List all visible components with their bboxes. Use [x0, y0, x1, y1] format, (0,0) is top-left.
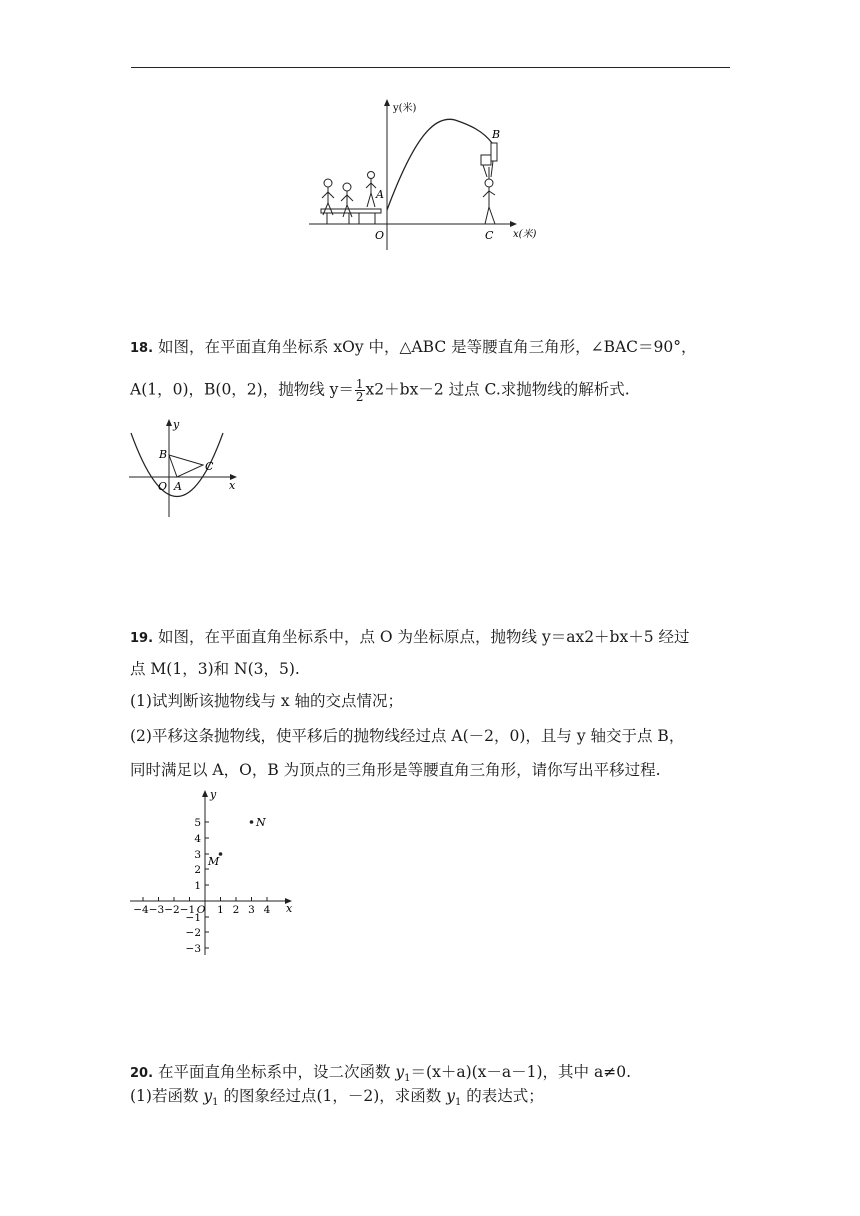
y-tick-label: −3 [185, 943, 201, 955]
label-A: A [376, 188, 384, 201]
q18-fraction [355, 378, 365, 403]
q20-y-2: y [203, 1087, 213, 1105]
q20-line2 [130, 1086, 730, 1113]
x-tick-label: 1 [217, 904, 224, 916]
x-tick-label: −1 [179, 904, 196, 916]
x-tick-label: 2 [232, 904, 240, 916]
trajectory-curve [387, 119, 492, 210]
x-tick-label: −3 [148, 904, 165, 916]
x-tick-label: −4 [133, 904, 149, 916]
x-axis-arrow [510, 221, 517, 227]
q20-y-sub: 1 [404, 1073, 411, 1085]
q18-figure [125, 415, 245, 520]
basket-and-player [481, 143, 497, 224]
person-3 [366, 172, 376, 208]
y-axis-label: y(米) [393, 103, 417, 114]
q20-text-2b: 的图象经过点(1，－2)，求函数 [218, 1087, 447, 1105]
label-A: A [174, 480, 182, 493]
x-axis-label: x(米) [513, 229, 537, 240]
q18-line1 [130, 337, 730, 359]
q19-line4: (2)平移这条抛物线，使平移后的抛物线经过点 A(－2，0)，且与 y 轴交于点 B， [130, 727, 685, 745]
y-axis-arrow [166, 419, 172, 426]
bench [321, 209, 381, 213]
label-M: M [208, 855, 220, 868]
y-axis-arrow [384, 99, 390, 106]
q19-line2: 点 M(1，3)和 N(3，5). [130, 660, 300, 678]
fraction-numerator: 1 [355, 377, 364, 391]
point-N [250, 820, 254, 824]
label-B: B [159, 448, 168, 461]
y-tick-label: −2 [185, 927, 201, 939]
q20-y-sub-2: 1 [212, 1097, 219, 1109]
x-label: x [229, 479, 236, 492]
y-tick-label: 1 [194, 880, 201, 892]
label-C: C [485, 229, 494, 242]
person-2 [341, 183, 353, 217]
q19-line1 [130, 627, 730, 649]
label-O: O [158, 480, 168, 493]
q18-text-2b: x2＋bx－2 过点 C.求抛物线的解析式. [365, 380, 630, 399]
y-tick-label: −1 [185, 912, 201, 924]
q19-line3: (1)试判断该抛物线与 x 轴的交点情况； [130, 692, 404, 710]
label-B: B [492, 128, 501, 141]
label-O: O [375, 229, 385, 242]
label-N: N [256, 816, 266, 829]
y-axis-arrow [202, 790, 208, 797]
basketball-figure [305, 95, 565, 255]
q20-text-2a: (1)若函数 [130, 1087, 204, 1105]
q20-text-1b: ＝(x＋a)(x－a－1)，其中 a≠0. [410, 1063, 632, 1081]
q19-line5: 同时满足以 A，O，B 为顶点的三角形是等腰直角三角形，请你写出平移过程. [130, 761, 661, 779]
y-tick-label: 5 [194, 817, 201, 829]
q20-y-sub-3: 1 [454, 1097, 462, 1109]
y-tick-label: 3 [194, 849, 201, 861]
y-label: y [173, 418, 180, 431]
label-C: C [205, 460, 214, 473]
y-tick-label: 2 [194, 864, 201, 876]
person-1 [322, 179, 334, 215]
y-tick-label: 4 [194, 833, 201, 845]
x-label: x [286, 902, 293, 915]
q19-number: 19. [130, 631, 154, 646]
x-tick-label: 3 [248, 904, 255, 916]
q20-text-1a: 在平面直角坐标系中，设二次函数 [157, 1063, 396, 1081]
q18-line2 [130, 378, 730, 403]
q20-text-2c: 的表达式； [461, 1087, 544, 1105]
q20-y: y [395, 1063, 405, 1081]
q19-figure [128, 785, 303, 957]
x-tick-label: −2 [164, 904, 180, 916]
triangle-ABC [169, 455, 203, 477]
x-tick-label: 4 [263, 904, 271, 916]
fraction-denominator: 2 [355, 390, 364, 404]
q19-text-1: 如图，在平面直角坐标系中，点 O 为坐标原点，抛物线 y＝ax2＋bx＋5 经过 [157, 628, 690, 646]
q18-text-2a: A(1，0)，B(0，2)，抛物线 y＝ [130, 380, 354, 399]
q18-number: 18. [130, 341, 154, 356]
q20-y-3: y [446, 1087, 455, 1105]
origin-label: O [196, 904, 206, 916]
y-label: y [210, 788, 217, 801]
top-rule [131, 67, 730, 68]
q20-number: 20. [130, 1066, 154, 1081]
q18-text-1: 如图，在平面直角坐标系 xOy 中，△ABC 是等腰直角三角形，∠BAC＝90°， [157, 338, 697, 356]
